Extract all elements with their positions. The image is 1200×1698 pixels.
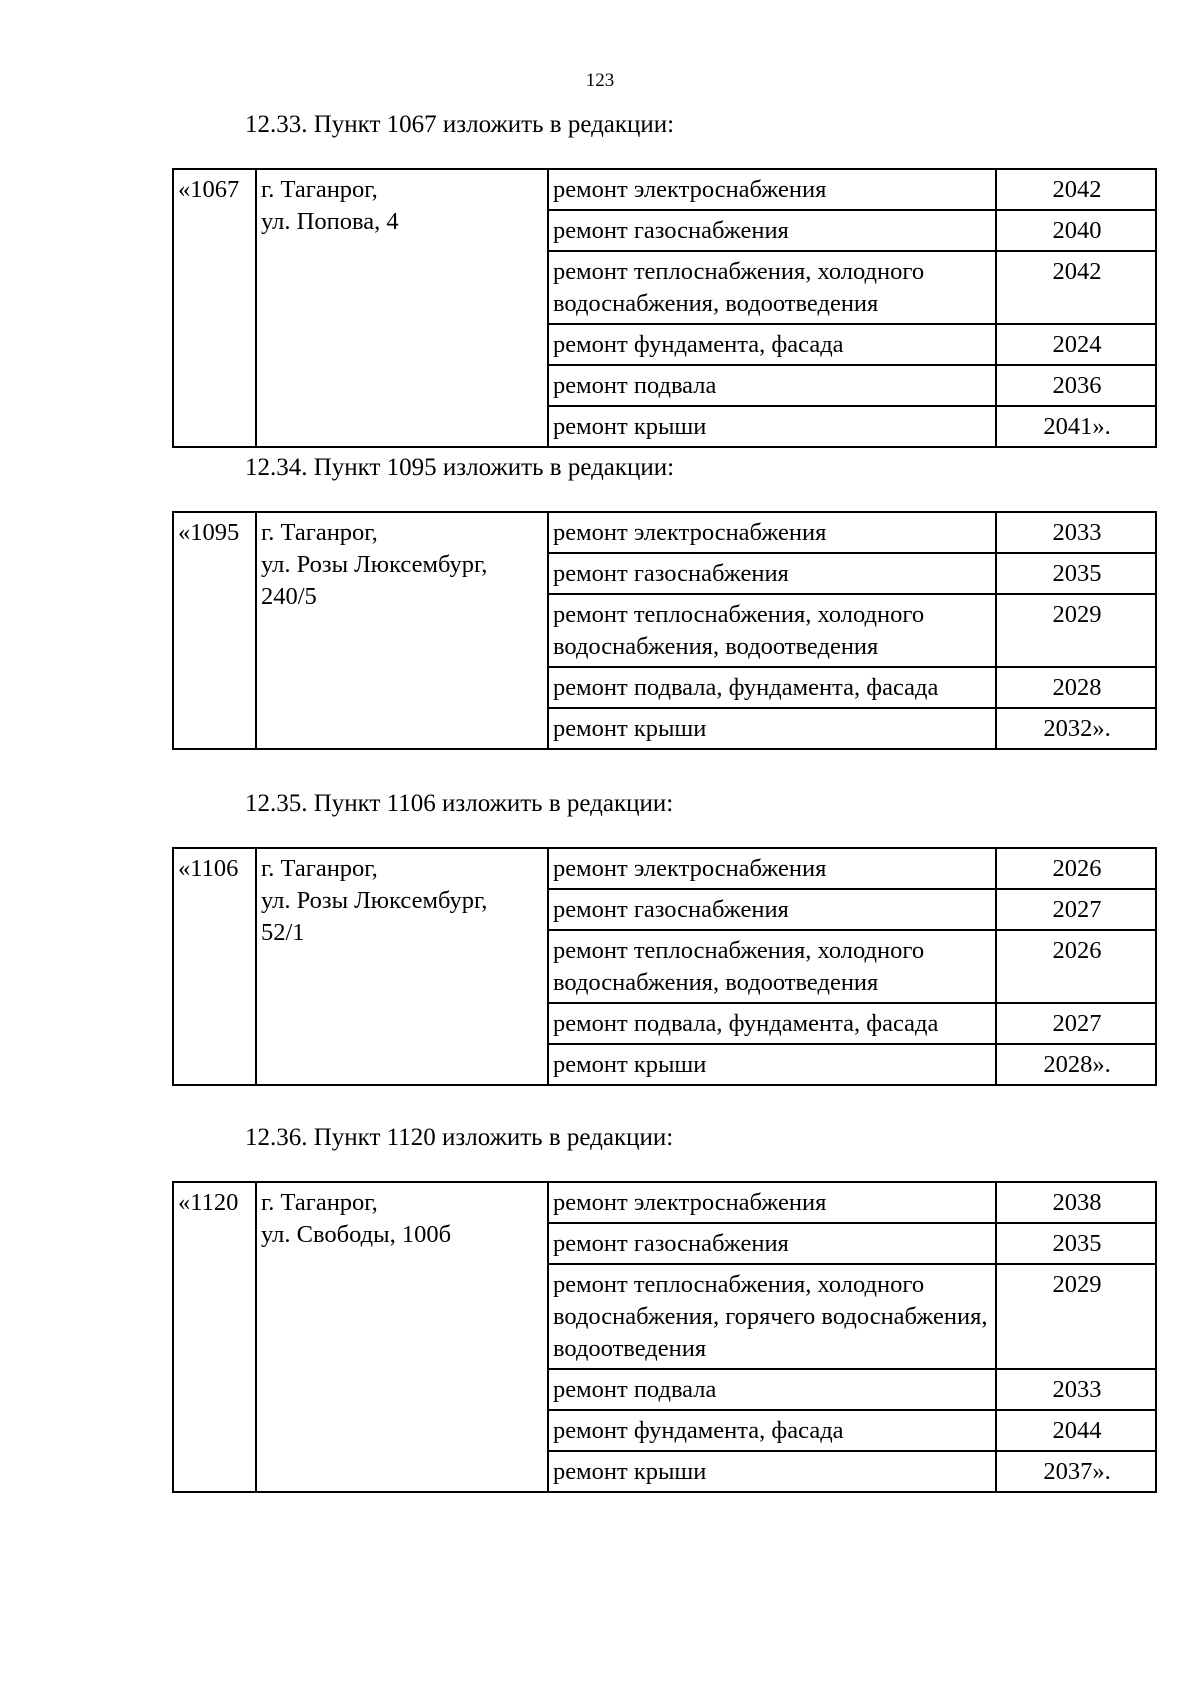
address-line: г. Таганрог, [261, 176, 378, 203]
year-cell: 2044 [996, 1410, 1156, 1451]
address-line: ул. Попова, 4 [261, 208, 399, 235]
work-type-cell: ремонт подвала, фундамента, фасада [548, 1003, 996, 1044]
year-cell: 2027 [996, 1003, 1156, 1044]
year-cell: 2026 [996, 930, 1156, 1003]
work-type-cell: ремонт крыши [548, 1044, 996, 1085]
address-line: г. Таганрог, [261, 519, 378, 546]
year-cell: 2035 [996, 553, 1156, 594]
year-cell: 2029 [996, 594, 1156, 667]
year-cell: 2035 [996, 1223, 1156, 1264]
work-type-cell: ремонт крыши [548, 1451, 996, 1492]
year-cell: 2042 [996, 169, 1156, 210]
table-row [173, 169, 1156, 210]
work-type-cell: ремонт теплоснабжения, холодного водоснабжения, водоотведения [548, 251, 996, 324]
item-number-cell: «1106 [173, 848, 256, 1085]
year-cell: 2029 [996, 1264, 1156, 1369]
work-type-cell: ремонт газоснабжения [548, 210, 996, 251]
work-type-cell: ремонт подвала [548, 365, 996, 406]
item-number-cell: «1120 [173, 1182, 256, 1492]
year-cell: 2027 [996, 889, 1156, 930]
year-cell: 2032». [996, 708, 1156, 749]
address-line: г. Таганрог, [261, 855, 378, 882]
amendment-table [172, 168, 1157, 448]
address-cell [256, 169, 548, 447]
year-cell: 2040 [996, 210, 1156, 251]
section-heading: 12.36. Пункт 1120 изложить в редакции: [245, 1124, 674, 1151]
year-cell: 2038 [996, 1182, 1156, 1223]
item-number-cell: «1095 [173, 512, 256, 749]
address-line: г. Таганрог, [261, 1189, 378, 1216]
year-cell: 2033 [996, 512, 1156, 553]
address-line: 240/5 [261, 583, 317, 610]
year-cell: 2042 [996, 251, 1156, 324]
address-line: ул. Розы Люксембург, [261, 887, 488, 914]
year-cell: 2033 [996, 1369, 1156, 1410]
work-type-cell: ремонт газоснабжения [548, 889, 996, 930]
work-type-cell: ремонт теплоснабжения, холодного водоснабжения, водоотведения [548, 594, 996, 667]
work-type-cell: ремонт фундамента, фасада [548, 1410, 996, 1451]
address-line: ул. Свободы, 100б [261, 1221, 452, 1248]
work-type-cell: ремонт крыши [548, 406, 996, 447]
section-heading: 12.35. Пункт 1106 изложить в редакции: [245, 790, 674, 817]
year-cell: 2041». [996, 406, 1156, 447]
work-type-cell: ремонт фундамента, фасада [548, 324, 996, 365]
work-type-cell: ремонт электроснабжения [548, 169, 996, 210]
work-type-cell: ремонт электроснабжения [548, 848, 996, 889]
year-cell: 2026 [996, 848, 1156, 889]
work-type-cell: ремонт электроснабжения [548, 512, 996, 553]
work-type-cell: ремонт крыши [548, 708, 996, 749]
amendment-table [172, 511, 1157, 750]
year-cell: 2024 [996, 324, 1156, 365]
work-type-cell: ремонт теплоснабжения, холодного водоснабжения, горячего водоснабжения, водоотведения [548, 1264, 996, 1369]
work-type-cell: ремонт подвала, фундамента, фасада [548, 667, 996, 708]
work-type-cell: ремонт подвала [548, 1369, 996, 1410]
table-row [173, 512, 1156, 553]
page-number: 123 [585, 70, 615, 91]
table-row [173, 1182, 1156, 1223]
amendment-table [172, 847, 1157, 1086]
year-cell: 2036 [996, 365, 1156, 406]
address-cell [256, 1182, 548, 1492]
work-type-cell: ремонт электроснабжения [548, 1182, 996, 1223]
item-number-cell: «1067 [173, 169, 256, 447]
year-cell: 2028». [996, 1044, 1156, 1085]
address-cell [256, 512, 548, 749]
amendment-table [172, 1181, 1157, 1493]
table-row [173, 848, 1156, 889]
section-heading: 12.33. Пункт 1067 изложить в редакции: [245, 111, 675, 138]
work-type-cell: ремонт газоснабжения [548, 1223, 996, 1264]
address-line: 52/1 [261, 919, 305, 946]
year-cell: 2037». [996, 1451, 1156, 1492]
work-type-cell: ремонт теплоснабжения, холодного водоснабжения, водоотведения [548, 930, 996, 1003]
work-type-cell: ремонт газоснабжения [548, 553, 996, 594]
address-cell [256, 848, 548, 1085]
address-line: ул. Розы Люксембург, [261, 551, 488, 578]
year-cell: 2028 [996, 667, 1156, 708]
section-heading: 12.34. Пункт 1095 изложить в редакции: [245, 454, 675, 481]
